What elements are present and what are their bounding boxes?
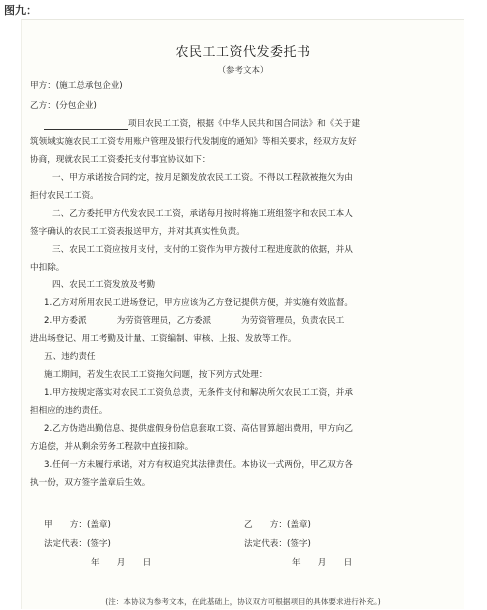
- section-5-item-1: 1.甲方按规定落实对农民工工资负总责，无条件支付和解决所欠农民工工资，并承: [44, 388, 353, 398]
- document-subtitle: （参考文本）: [217, 66, 269, 76]
- section-5-heading: 五、违约责任: [44, 352, 96, 362]
- item-2-part-a: 2.甲方委派: [44, 316, 87, 326]
- party-a-line: 甲方：(施工总承包企业): [30, 81, 123, 91]
- section-4-item-2-cont: 进出场登记、用工考勤及计量、工资编制、审核、上报、发放等工作。: [30, 334, 297, 344]
- section-5-item-2: 2.乙方伪造出勤信息、提供虚假身份信息套取工资、高估冒算超出费用，甲方向乙: [44, 424, 353, 434]
- clause-2-line-2: 签字确认的农民工工资表报送甲方，并对其真实性负责。: [30, 227, 245, 237]
- section-5-item-3-cont: 执一份，双方签字盖章后生效。: [30, 478, 151, 488]
- paragraph-intro-line-2: 筑领域实施农民工工资专用账户管理及银行代发制度的通知》等相关要求，经双方友好: [30, 137, 357, 147]
- clause-3-line-1: 三、农民工工资应按月支付，支付的工资作为甲方拨付工程进度款的依据，并从: [52, 245, 353, 255]
- item-2-part-b: 为劳资管理员，乙方委派: [116, 316, 212, 326]
- section-5-item-2-cont: 方追偿，并从剩余劳务工程款中直接扣除。: [30, 442, 194, 452]
- figure-caption: 图九：: [4, 4, 37, 17]
- section-4-item-1: 1.乙方对所用农民工进场登记，甲方应该为乙方登记提供方便，并实施有效监督。: [44, 298, 353, 308]
- section-4-item-2: [44, 316, 344, 327]
- party-b-line: 乙方：(分包企业): [30, 101, 97, 111]
- item-2-part-c: 为劳资管理员，负责农民工: [241, 316, 345, 326]
- clause-1-line-1: 一、甲方承诺按合同约定，按月足额发放农民工工资。不得以工程款被拖欠为由: [52, 173, 353, 183]
- document-title: 农民工工资代发委托书: [175, 45, 311, 60]
- party-b-representative: 法定代表：(签字): [244, 539, 311, 549]
- project-name-blank: [44, 120, 128, 130]
- intro-text: 项目农民工工资，根据《中华人民共和国合同法》和《关于建: [128, 119, 361, 129]
- section-5-item-1-cont: 担相应的违约责任。: [30, 406, 108, 416]
- party-a-seal: 甲 方：(盖章): [44, 520, 111, 530]
- document-page: [21, 19, 464, 609]
- clause-1-line-2: 拒付农民工工资。: [30, 191, 99, 201]
- section-5-item-3: 3.任何一方未履行承诺，对方有权追究其法律责任。本协议一式两份，甲乙双方各: [44, 460, 353, 470]
- party-a-date: 年 月 日: [91, 558, 152, 568]
- paragraph-intro-line-1: [44, 119, 360, 130]
- footnote: (注：本协议为参考文本，在此基础上，协议双方可根据项目的具体要求进行补充。): [105, 597, 381, 606]
- clause-2-line-1: 二、乙方委托甲方代发农民工工资，承诺每月按时将施工班组签字和农民工本人: [52, 209, 353, 219]
- section-5-intro: 施工期间，若发生农民工工资拖欠问题，按下列方式处理：: [44, 370, 268, 380]
- section-4-heading: 四、农民工工资发放及考勤: [52, 280, 156, 290]
- paragraph-intro-line-3: 协商，现就农民工工资委托支付事宜协议如下：: [30, 155, 211, 165]
- party-b-seal: 乙 方：(盖章): [244, 520, 311, 530]
- party-a-representative: 法定代表：(签字): [44, 539, 111, 549]
- clause-3-line-2: 中扣除。: [30, 263, 65, 273]
- party-b-date: 年 月 日: [292, 558, 353, 568]
